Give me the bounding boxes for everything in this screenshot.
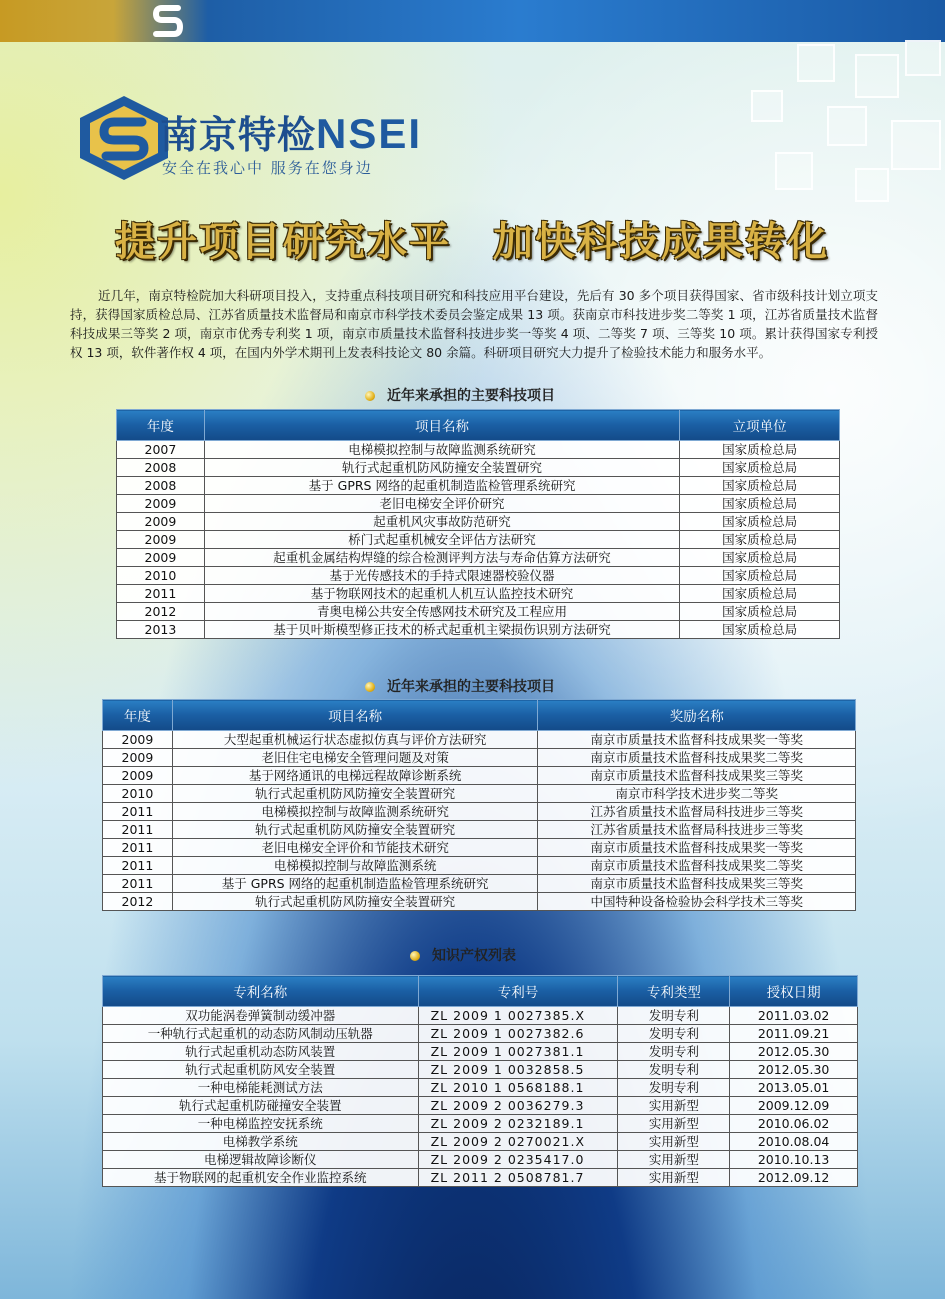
table-cell: 桥门式起重机械安全评估方法研究: [204, 531, 679, 549]
table-row: [117, 441, 840, 459]
brand-cn: 南京特检: [160, 113, 317, 157]
section-title-text: 知识产权列表: [432, 948, 516, 964]
table-cell: 2009: [103, 767, 173, 785]
table-cell: ZL 2009 1 0027385.X: [418, 1007, 618, 1025]
table-cell: 2011: [103, 839, 173, 857]
table-cell: 2010.10.13: [730, 1151, 858, 1169]
table-row: [103, 749, 856, 767]
table-cell: 2009: [103, 731, 173, 749]
page-headline: 提升项目研究水平 加快科技成果转化: [115, 219, 829, 265]
table-cell: 南京市质量技术监督科技成果奖三等奖: [538, 875, 856, 893]
table-row: [117, 459, 840, 477]
section-title-text: 近年来承担的主要科技项目: [387, 388, 555, 404]
table-cell: 2010: [117, 567, 205, 585]
section-title-text: 近年来承担的主要科技项目: [387, 679, 555, 695]
column-header: 专利名称: [103, 976, 419, 1007]
decorative-squares: [705, 40, 945, 230]
table-cell: 2011: [117, 585, 205, 603]
table-cell: 南京市质量技术监督科技成果奖二等奖: [538, 857, 856, 875]
table-row: [103, 731, 856, 749]
brand-name: [160, 104, 422, 159]
table-cell: 2009: [117, 531, 205, 549]
table-row: [117, 567, 840, 585]
table-row: [103, 875, 856, 893]
table-cell: 国家质检总局: [680, 531, 840, 549]
s-logo-mark-icon: [148, 2, 188, 40]
table-cell: 基于 GPRS 网络的起重机制造监检管理系统研究: [204, 477, 679, 495]
table-cell: 2013: [117, 621, 205, 639]
table-cell: 2011: [103, 803, 173, 821]
table-cell: ZL 2010 1 0568188.1: [418, 1079, 618, 1097]
table-cell: 2008: [117, 477, 205, 495]
table-row: [117, 621, 840, 639]
table-cell: 发明专利: [618, 1079, 730, 1097]
table-cell: 国家质检总局: [680, 549, 840, 567]
table-cell: 大型起重机械运行状态虚拟仿真与评价方法研究: [172, 731, 538, 749]
table-cell: 2012.09.12: [730, 1169, 858, 1187]
table-cell: 发明专利: [618, 1007, 730, 1025]
table-cell: 一种电梯监控安抚系统: [103, 1115, 419, 1133]
table-cell: 基于网络通讯的电梯远程故障诊断系统: [172, 767, 538, 785]
table-cell: 实用新型: [618, 1151, 730, 1169]
table-cell: 中国特种设备检验协会科学技术三等奖: [538, 893, 856, 911]
table-cell: 国家质检总局: [680, 567, 840, 585]
table-row: [103, 1097, 858, 1115]
column-header: 专利类型: [618, 976, 730, 1007]
table-cell: ZL 2009 1 0027381.1: [418, 1043, 618, 1061]
table-cell: 基于贝叶斯模型修正技术的桥式起重机主梁损伤识别方法研究: [204, 621, 679, 639]
table-cell: 2009: [103, 749, 173, 767]
table-cell: 南京市质量技术监督科技成果奖二等奖: [538, 749, 856, 767]
table-cell: ZL 2009 2 0235417.0: [418, 1151, 618, 1169]
table-cell: 轨行式起重机防风防撞安全装置研究: [172, 821, 538, 839]
table-row: [117, 549, 840, 567]
table-row: [117, 495, 840, 513]
table-cell: 起重机风灾事故防范研究: [204, 513, 679, 531]
table-cell: 国家质检总局: [680, 585, 840, 603]
table-row: [103, 1133, 858, 1151]
table-cell: 轨行式起重机防风防撞安全装置研究: [172, 893, 538, 911]
table-row: [103, 767, 856, 785]
table-cell: 江苏省质量技术监督局科技进步三等奖: [538, 821, 856, 839]
table-row: [103, 1007, 858, 1025]
column-header: 项目名称: [204, 410, 679, 441]
table-cell: 电梯逻辑故障诊断仪: [103, 1151, 419, 1169]
table-row: [103, 1043, 858, 1061]
table-cell: 2011: [103, 857, 173, 875]
table-cell: 电梯模拟控制与故障监测系统研究: [172, 803, 538, 821]
table-cell: 发明专利: [618, 1061, 730, 1079]
table-row: [103, 1169, 858, 1187]
column-header: 项目名称: [172, 700, 538, 731]
bullet-dot-icon: [365, 682, 375, 692]
section-title-patents: [410, 945, 516, 965]
table-cell: 国家质检总局: [680, 459, 840, 477]
table-cell: 南京市质量技术监督科技成果奖三等奖: [538, 767, 856, 785]
table-cell: 2012: [117, 603, 205, 621]
table-cell: 2010.06.02: [730, 1115, 858, 1133]
table-cell: 老旧电梯安全评价和节能技术研究: [172, 839, 538, 857]
section-title-projects: [365, 385, 555, 405]
table-cell: 实用新型: [618, 1169, 730, 1187]
table-cell: 实用新型: [618, 1097, 730, 1115]
table-cell: 发明专利: [618, 1043, 730, 1061]
column-header: 奖励名称: [538, 700, 856, 731]
table-cell: 国家质检总局: [680, 441, 840, 459]
projects-table: [116, 409, 840, 639]
table-cell: 2011.09.21: [730, 1025, 858, 1043]
table-cell: 南京市质量技术监督科技成果奖一等奖: [538, 731, 856, 749]
column-header: 专利号: [418, 976, 618, 1007]
intro-paragraph: 近几年，南京特检院加大科研项目投入，支持重点科技项目研究和科技应用平台建设，先后有 30 多个项目获得国家、省市级科技计划立项支持，获得国家质检总局、江苏省质量技术监督局和南京市科学技术委员会鉴定成果 13 项。获南京市科技进步奖二等奖 1 项，江苏省质量技术监督科技成果三等奖 2 项，南京市优秀专利奖 1 项，南京市质量技术监督科技进步奖一等奖 4 项、二等奖 7 项、三等奖 10 项。累计获得国家专利授权 13 项，软件著作权 4 项，在国内外学术期刊上发表科技论文 80 余篇。科研项目研究大力提升了检验技术能力和服务水平。: [70, 288, 878, 360]
table-row: [103, 1061, 858, 1079]
table-cell: 2012.05.30: [730, 1061, 858, 1079]
table-row: [103, 1079, 858, 1097]
table-cell: 起重机金属结构焊缝的综合检测评判方法与寿命估算方法研究: [204, 549, 679, 567]
table-row: [117, 477, 840, 495]
table-cell: 一种轨行式起重机的动态防风制动压轨器: [103, 1025, 419, 1043]
table-cell: 2013.05.01: [730, 1079, 858, 1097]
table-cell: 实用新型: [618, 1115, 730, 1133]
table-cell: 基于物联网技术的起重机人机互认监控技术研究: [204, 585, 679, 603]
table-cell: 国家质检总局: [680, 603, 840, 621]
table-cell: 轨行式起重机动态防风装置: [103, 1043, 419, 1061]
table-row: [103, 821, 856, 839]
column-header: 年度: [117, 410, 205, 441]
table-cell: 老旧住宅电梯安全管理问题及对策: [172, 749, 538, 767]
table-cell: 老旧电梯安全评价研究: [204, 495, 679, 513]
table-row: [117, 603, 840, 621]
table-row: [117, 585, 840, 603]
column-header: 年度: [103, 700, 173, 731]
table-cell: 基于物联网的起重机安全作业监控系统: [103, 1169, 419, 1187]
table-cell: 2007: [117, 441, 205, 459]
table-row: [103, 1025, 858, 1043]
table-row: [103, 1151, 858, 1169]
table-cell: 基于光传感技术的手持式限速器校验仪器: [204, 567, 679, 585]
table-cell: 江苏省质量技术监督局科技进步三等奖: [538, 803, 856, 821]
table-cell: 双功能涡卷弹簧制动缓冲器: [103, 1007, 419, 1025]
table-row: [103, 803, 856, 821]
table-cell: 电梯教学系统: [103, 1133, 419, 1151]
table-cell: 2009: [117, 495, 205, 513]
table-cell: 2011: [103, 875, 173, 893]
table-cell: 轨行式起重机防风防撞安全装置研究: [204, 459, 679, 477]
patents-table: [102, 975, 858, 1187]
table-cell: 2012: [103, 893, 173, 911]
nsei-logo-icon: [76, 94, 172, 182]
table-cell: ZL 2009 2 0036279.3: [418, 1097, 618, 1115]
table-row: [103, 893, 856, 911]
column-header: 立项单位: [680, 410, 840, 441]
bullet-dot-icon: [365, 391, 375, 401]
table-cell: 2012.05.30: [730, 1043, 858, 1061]
table-cell: 发明专利: [618, 1025, 730, 1043]
table-cell: 2010.08.04: [730, 1133, 858, 1151]
table-cell: 2010: [103, 785, 173, 803]
table-cell: 南京市质量技术监督科技成果奖一等奖: [538, 839, 856, 857]
brand-en: NSEI: [316, 110, 423, 157]
table-row: [117, 531, 840, 549]
awards-table: [102, 699, 856, 911]
table-cell: 2011: [103, 821, 173, 839]
table-cell: ZL 2009 1 0027382.6: [418, 1025, 618, 1043]
table-cell: 实用新型: [618, 1133, 730, 1151]
table-cell: 青奥电梯公共安全传感网技术研究及工程应用: [204, 603, 679, 621]
table-cell: 电梯模拟控制与故障监测系统研究: [204, 441, 679, 459]
column-header: 授权日期: [730, 976, 858, 1007]
table-cell: 2011.03.02: [730, 1007, 858, 1025]
table-cell: 轨行式起重机防风安全装置: [103, 1061, 419, 1079]
table-cell: 南京市科学技术进步奖二等奖: [538, 785, 856, 803]
table-cell: ZL 2009 2 0232189.1: [418, 1115, 618, 1133]
table-cell: 国家质检总局: [680, 621, 840, 639]
table-row: [103, 839, 856, 857]
table-cell: 2009: [117, 549, 205, 567]
table-cell: 基于 GPRS 网络的起重机制造监检管理系统研究: [172, 875, 538, 893]
top-banner: [0, 0, 945, 42]
section-title-awards: [365, 676, 555, 696]
table-cell: 2009: [117, 513, 205, 531]
table-cell: ZL 2009 2 0270021.X: [418, 1133, 618, 1151]
table-cell: ZL 2011 2 0508781.7: [418, 1169, 618, 1187]
table-cell: ZL 2009 1 0032858.5: [418, 1061, 618, 1079]
table-cell: 国家质检总局: [680, 495, 840, 513]
table-row: [117, 513, 840, 531]
table-cell: 2008: [117, 459, 205, 477]
table-cell: 轨行式起重机防风防撞安全装置研究: [172, 785, 538, 803]
table-row: [103, 785, 856, 803]
table-cell: 一种电梯能耗测试方法: [103, 1079, 419, 1097]
table-row: [103, 1115, 858, 1133]
table-cell: 国家质检总局: [680, 513, 840, 531]
table-cell: 电梯模拟控制与故障监测系统: [172, 857, 538, 875]
table-cell: 轨行式起重机防碰撞安全装置: [103, 1097, 419, 1115]
slogan: 安全在我心中 服务在您身边: [162, 159, 373, 177]
bullet-dot-icon: [410, 951, 420, 961]
table-cell: 国家质检总局: [680, 477, 840, 495]
table-row: [103, 857, 856, 875]
table-cell: 2009.12.09: [730, 1097, 858, 1115]
